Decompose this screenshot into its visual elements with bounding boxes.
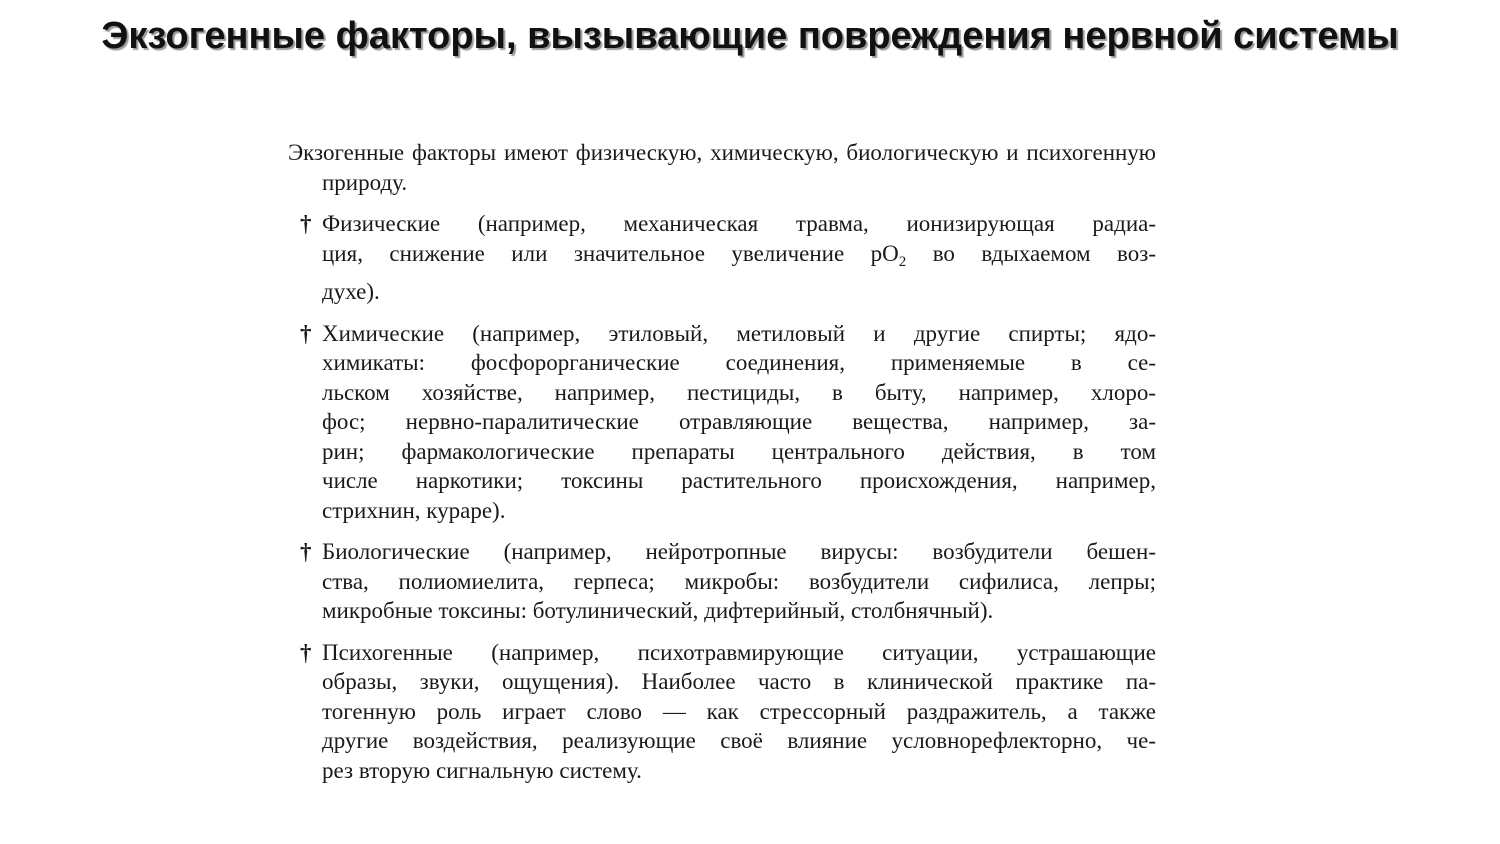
text-line: микробные токсины: ботулинический, дифтерийный, столбнячный). [322, 598, 994, 623]
text-line: образы, звуки, ощущения). Наиболее часто в клинической практике па- [322, 669, 1156, 694]
scanned-text-block [288, 138, 1156, 785]
text-line: ства, полиомиелита, герпеса; микробы: возбудители сифилиса, лепры; [322, 568, 1156, 594]
list-item-biological [288, 537, 1156, 626]
text-line-part: ция, снижение или значительное увеличение pO [322, 240, 899, 266]
text-line: рез вторую сигнальную систему. [322, 757, 642, 783]
slide-title: Экзогенные факторы, вызывающие повреждения нервной системы [101, 15, 1399, 57]
text-line: стрихнин, кураре). [322, 497, 506, 523]
dagger-bullet-icon: † [300, 539, 312, 564]
text-line: Физические (например, механическая травма, ионизирующая радиа- [322, 211, 1156, 236]
text-line: льском хозяйстве, например, пестициды, в быту, например, хлоро- [322, 379, 1156, 405]
subscript: 2 [898, 253, 907, 270]
dagger-bullet-icon: † [300, 639, 312, 665]
text-line: другие воздействия, реализующие своё влияние условнорефлекторно, че- [322, 728, 1156, 753]
dagger-bullet-icon: † [300, 211, 312, 236]
dagger-bullet-icon: † [300, 320, 312, 346]
text-line-part: во вдыхаемом воз- [906, 240, 1156, 266]
text-line: Химические (например, этиловый, метиловый и другие спирты; ядо- [322, 320, 1156, 346]
intro-paragraph: Экзогенные факторы имеют физическую, химическую, биологическую и психогенную природу. [288, 140, 1156, 195]
text-line: рин; фармакологические препараты центрального действия, в том [322, 438, 1156, 464]
text-line: числе наркотики; токсины растительного происхождения, например, [322, 468, 1156, 493]
text-line [322, 239, 1156, 278]
list-item-chemical [288, 319, 1156, 526]
text-line: Психогенные (например, психотравмирующие ситуации, устрашающие [322, 639, 1156, 665]
text-line: духе). [322, 279, 380, 304]
text-line: фос; нервно-паралитические отравляющие вещества, например, за- [322, 409, 1156, 434]
text-line: Биологические (например, нейротропные вирусы: возбудители бешен- [322, 539, 1156, 564]
text-line: тогенную роль играет слово — как стрессорный раздражитель, а также [322, 698, 1156, 724]
text-line: химикаты: фосфорорганические соединения, применяемые в се- [322, 350, 1156, 375]
list-item-psychogenic [288, 638, 1156, 786]
list-item-physical [288, 209, 1156, 307]
